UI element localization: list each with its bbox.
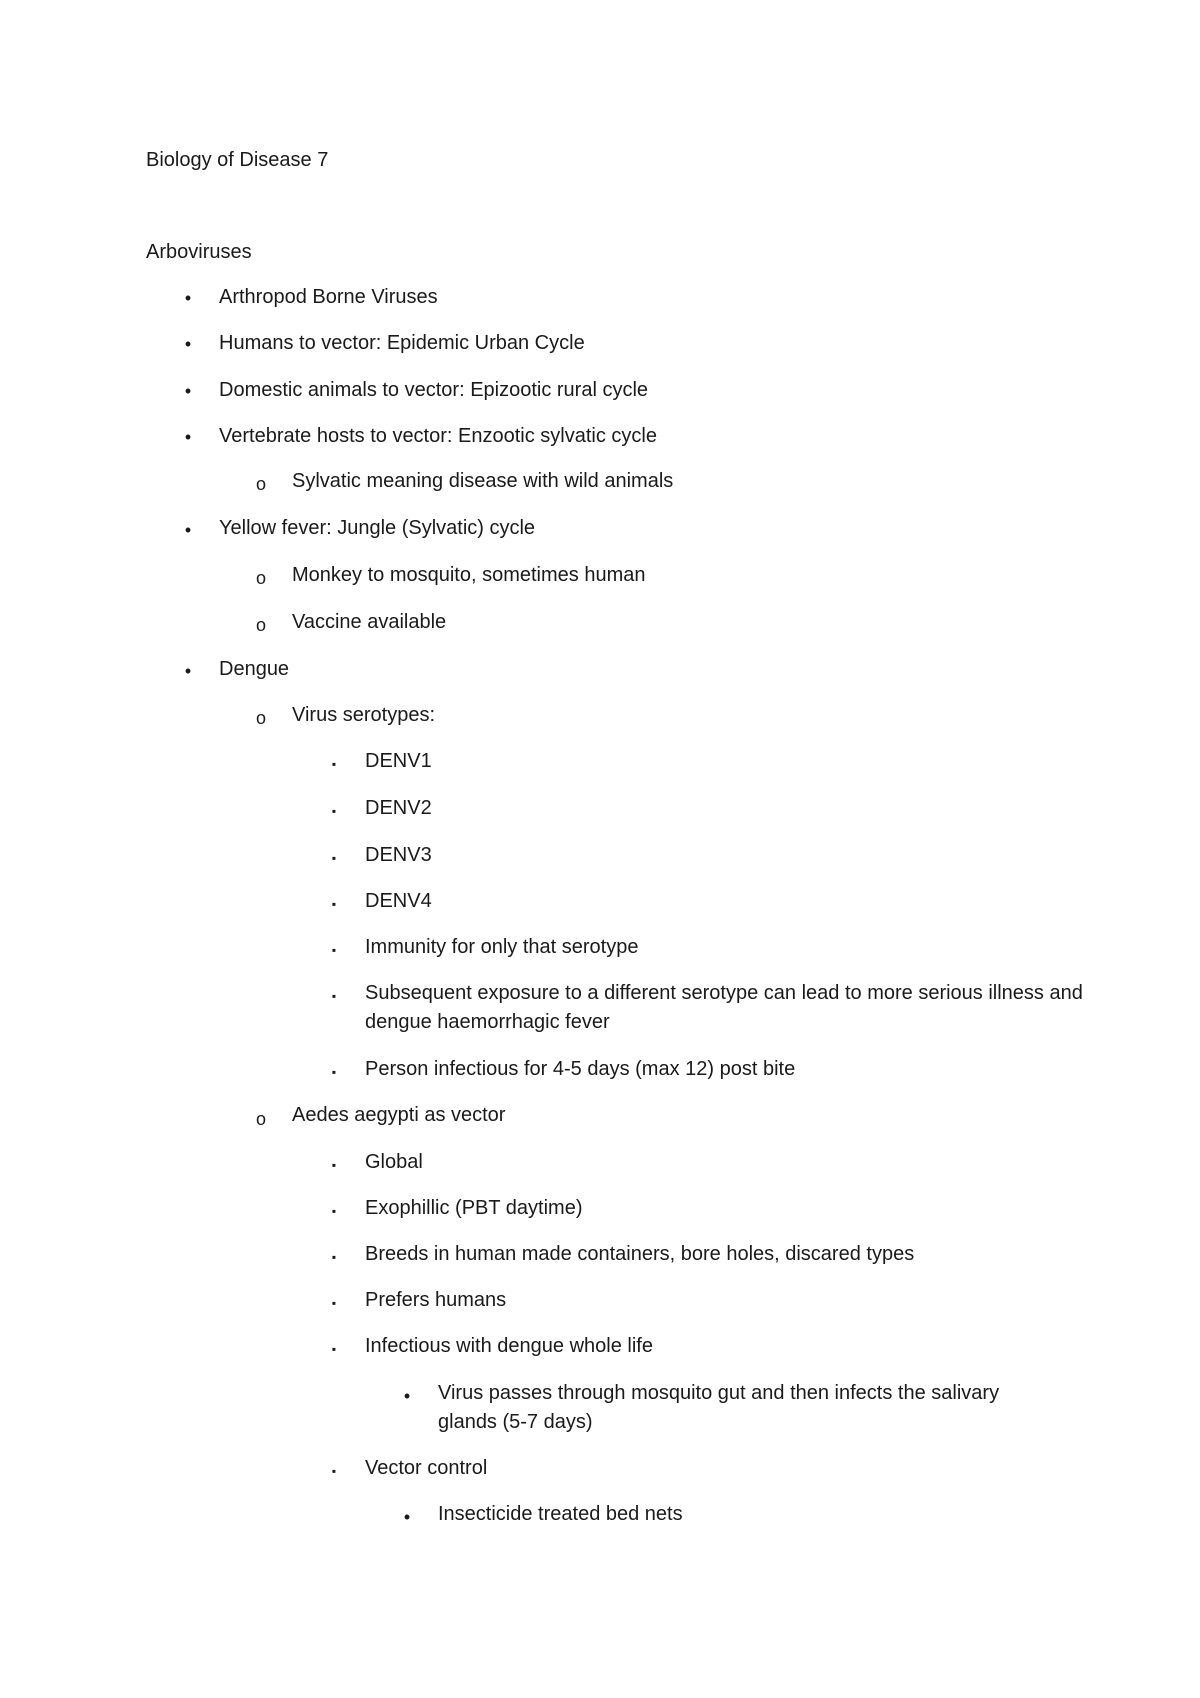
list-item: Person infectious for 4-5 days (max 12) post bite	[365, 1058, 796, 1080]
list-item: Subsequent exposure to a different serotype can lead to more serious illness and dengue haemorrhagic fever	[365, 982, 1083, 1033]
list-item: Aedes aegypti as vector	[292, 1104, 506, 1126]
list-item: Immunity for only that serotype	[365, 936, 639, 958]
disc-bullet-icon: •	[184, 288, 192, 308]
list-item: Breeds in human made containers, bore holes, discared types	[365, 1243, 915, 1265]
square-bullet-icon: ▪	[331, 757, 337, 771]
square-bullet-icon: ▪	[331, 1204, 337, 1218]
list-item: Dengue	[219, 658, 290, 680]
square-bullet-icon: ▪	[331, 1158, 337, 1172]
list-item: Insecticide treated bed nets	[438, 1503, 683, 1525]
square-bullet-icon: ▪	[331, 1250, 337, 1264]
list-item: DENV2	[365, 797, 432, 819]
list-item: Exophillic (PBT daytime)	[365, 1197, 583, 1219]
list-item: Prefers humans	[365, 1289, 507, 1311]
list-item: Monkey to mosquito, sometimes human	[292, 564, 646, 586]
list-item: Sylvatic meaning disease with wild animals	[292, 470, 674, 492]
square-bullet-icon: ▪	[331, 897, 337, 911]
square-bullet-icon: ▪	[331, 1065, 337, 1079]
square-bullet-icon: ▪	[331, 989, 337, 1003]
disc-bullet-icon: •	[184, 381, 192, 401]
square-bullet-icon: ▪	[331, 804, 337, 818]
disc-bullet-icon: •	[184, 427, 192, 447]
square-bullet-icon: ▪	[331, 851, 337, 865]
list-item: Virus passes through mosquito gut and then infects the salivary glands (5-7 days)	[438, 1382, 1000, 1433]
disc-bullet-icon: •	[184, 520, 192, 540]
list-item: Yellow fever: Jungle (Sylvatic) cycle	[219, 517, 536, 539]
list-item: DENV4	[365, 890, 432, 912]
list-item: Domestic animals to vector: Epizootic rural cycle	[219, 379, 649, 401]
disc-bullet-icon: •	[403, 1507, 411, 1527]
square-bullet-icon: ▪	[331, 1464, 337, 1478]
square-bullet-icon: ▪	[331, 1342, 337, 1356]
list-item: Vertebrate hosts to vector: Enzootic sylvatic cycle	[219, 425, 657, 447]
list-item: Infectious with dengue whole life	[365, 1335, 653, 1357]
list-item: Vaccine available	[292, 611, 447, 633]
list-item: DENV1	[365, 750, 432, 772]
list-item: Virus serotypes:	[292, 704, 436, 726]
circle-bullet-icon: o	[255, 568, 266, 588]
section-heading-arboviruses: Arboviruses	[146, 241, 252, 263]
disc-bullet-icon: •	[184, 334, 192, 354]
circle-bullet-icon: o	[255, 615, 266, 635]
disc-bullet-icon: •	[184, 661, 192, 681]
circle-bullet-icon: o	[255, 474, 266, 494]
circle-bullet-icon: o	[255, 1109, 266, 1129]
list-item: Vector control	[365, 1457, 488, 1479]
circle-bullet-icon: o	[255, 708, 266, 728]
list-item: DENV3	[365, 844, 432, 866]
list-item: Humans to vector: Epidemic Urban Cycle	[219, 332, 585, 354]
disc-bullet-icon: •	[403, 1386, 411, 1406]
list-item: Arthropod Borne Viruses	[219, 286, 438, 308]
square-bullet-icon: ▪	[331, 943, 337, 957]
list-item: Global	[365, 1151, 423, 1173]
square-bullet-icon: ▪	[331, 1296, 337, 1310]
document-title: Biology of Disease 7	[146, 149, 329, 171]
